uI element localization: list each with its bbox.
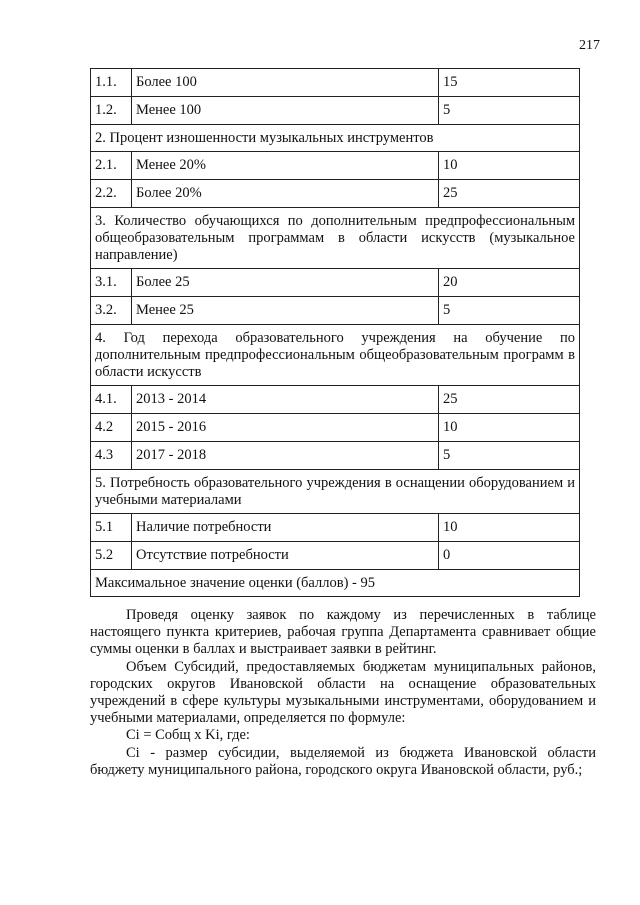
- row-value: 0: [439, 542, 580, 570]
- row-label: 2013 - 2014: [132, 386, 439, 414]
- paragraph-formula: Ci = Cобщ х Ki, где:: [126, 727, 250, 744]
- table-row: [91, 269, 580, 297]
- row-number: 4.1.: [91, 386, 132, 414]
- table-section-row: [91, 325, 580, 386]
- page-number: 217: [579, 38, 600, 53]
- row-label: Менее 25: [132, 297, 439, 325]
- row-label: 2017 - 2018: [132, 442, 439, 470]
- table-row: [91, 386, 580, 414]
- row-value: 10: [439, 414, 580, 442]
- table-row: [91, 152, 580, 180]
- row-label: Менее 20%: [132, 152, 439, 180]
- row-number: 1.1.: [91, 69, 132, 97]
- table-section-row: [91, 470, 580, 514]
- table-section-row: [91, 125, 580, 152]
- paragraph-rating: Проведя оценку заявок по каждому из перечисленных в таблице настоящего пункта критериев, рабочая группа Департамента сравнивает общие суммы оценки в баллах и выстраивает заявки в рейтинг.: [90, 607, 596, 658]
- row-number: 2.1.: [91, 152, 132, 180]
- row-label: 2015 - 2016: [132, 414, 439, 442]
- paragraph-subsidy-volume: Объем Субсидий, предоставляемых бюджетам муниципальных районов, городских округов Ивановской области на оснащение образовательных учреждений в сфере культуры музыкальными инструментами, оборудованием и учебными материалами, определяется по формуле:: [90, 658, 596, 727]
- row-label: Более 25: [132, 269, 439, 297]
- table-row: [91, 542, 580, 570]
- row-value: 25: [439, 386, 580, 414]
- row-number: 3.1.: [91, 269, 132, 297]
- section-heading: Максимальное значение оценки (баллов) - 95: [91, 570, 580, 597]
- table-row: [91, 69, 580, 97]
- section-heading: 3. Количество обучающихся по дополнительным предпрофессиональным общеобразовательным программам в области искусств (музыкальное направление): [91, 208, 580, 269]
- table-section-row: [91, 570, 580, 597]
- row-label: Более 20%: [132, 180, 439, 208]
- row-label: Менее 100: [132, 97, 439, 125]
- row-value: 10: [439, 152, 580, 180]
- paragraph-ci-definition: Ci - размер субсидии, выделяемой из бюджета Ивановской области бюджету муниципального района, городского округа Ивановской области, руб.;: [90, 744, 596, 778]
- row-number: 3.2.: [91, 297, 132, 325]
- table-row: [91, 442, 580, 470]
- row-value: 25: [439, 180, 580, 208]
- table-row: [91, 180, 580, 208]
- row-number: 5.1: [91, 514, 132, 542]
- table-section-row: [91, 208, 580, 269]
- row-number: 2.2.: [91, 180, 132, 208]
- table-row: [91, 414, 580, 442]
- criteria-table: [90, 68, 580, 597]
- row-number: 4.3: [91, 442, 132, 470]
- row-value: 10: [439, 514, 580, 542]
- row-number: 1.2.: [91, 97, 132, 125]
- row-number: 4.2: [91, 414, 132, 442]
- row-value: 15: [439, 69, 580, 97]
- body-text: [90, 607, 596, 779]
- section-heading: 2. Процент изношенности музыкальных инструментов: [91, 125, 580, 152]
- row-value: 5: [439, 442, 580, 470]
- table-row: [91, 514, 580, 542]
- row-value: 5: [439, 297, 580, 325]
- row-value: 5: [439, 97, 580, 125]
- section-heading: 5. Потребность образовательного учреждения в оснащении оборудованием и учебными материалами: [91, 470, 580, 514]
- table-row: [91, 97, 580, 125]
- row-label: Наличие потребности: [132, 514, 439, 542]
- row-number: 5.2: [91, 542, 132, 570]
- row-label: Отсутствие потребности: [132, 542, 439, 570]
- row-value: 20: [439, 269, 580, 297]
- row-label: Более 100: [132, 69, 439, 97]
- table-row: [91, 297, 580, 325]
- section-heading: 4. Год перехода образовательного учреждения на обучение по дополнительным предпрофессиональным общеобразовательным программ в области искусств: [91, 325, 580, 386]
